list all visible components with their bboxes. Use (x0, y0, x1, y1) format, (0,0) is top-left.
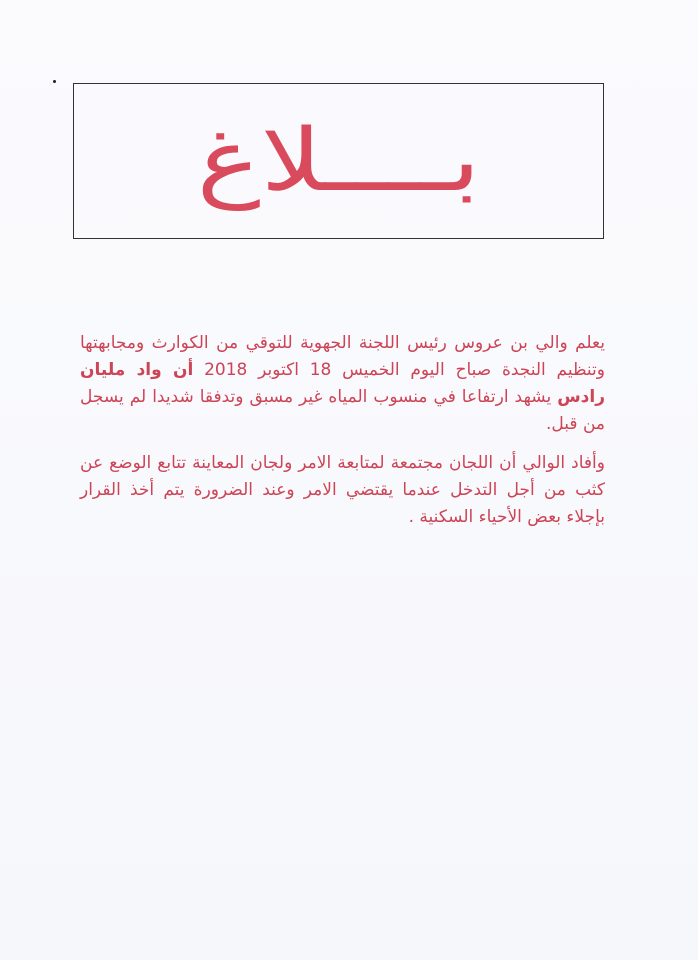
notice-body (80, 330, 605, 531)
paragraph-1-bold-phrase: أن واد مليان رادس (80, 360, 605, 407)
paragraph-1-intro: يعلم والي بن عروس رئيس اللجنة الجهوية للتوقي من الكوارث ومجابهتها وتنظيم النجدة صباح اليوم الخميس 18 اكتوبر 2018 (80, 333, 605, 380)
notice-title: بــــلاغ (196, 111, 481, 211)
stray-dot (53, 80, 56, 83)
paragraph-2: وأفاد الوالي أن اللجان مجتمعة لمتابعة الامر ولجان المعاينة تتابع الوضع عن كثب من أجل التدخل عندما يقتضي الامر وعند الضرورة يتم أخذ القرار بإجلاء بعض الأحياء السكنية . (80, 453, 605, 527)
title-box (73, 83, 604, 239)
paragraph-1 (80, 330, 605, 438)
paragraph-1-rest: يشهد ارتفاعا في منسوب المياه غير مسبق وتدفقا شديدا لم يسجل من قبل. (80, 387, 605, 434)
